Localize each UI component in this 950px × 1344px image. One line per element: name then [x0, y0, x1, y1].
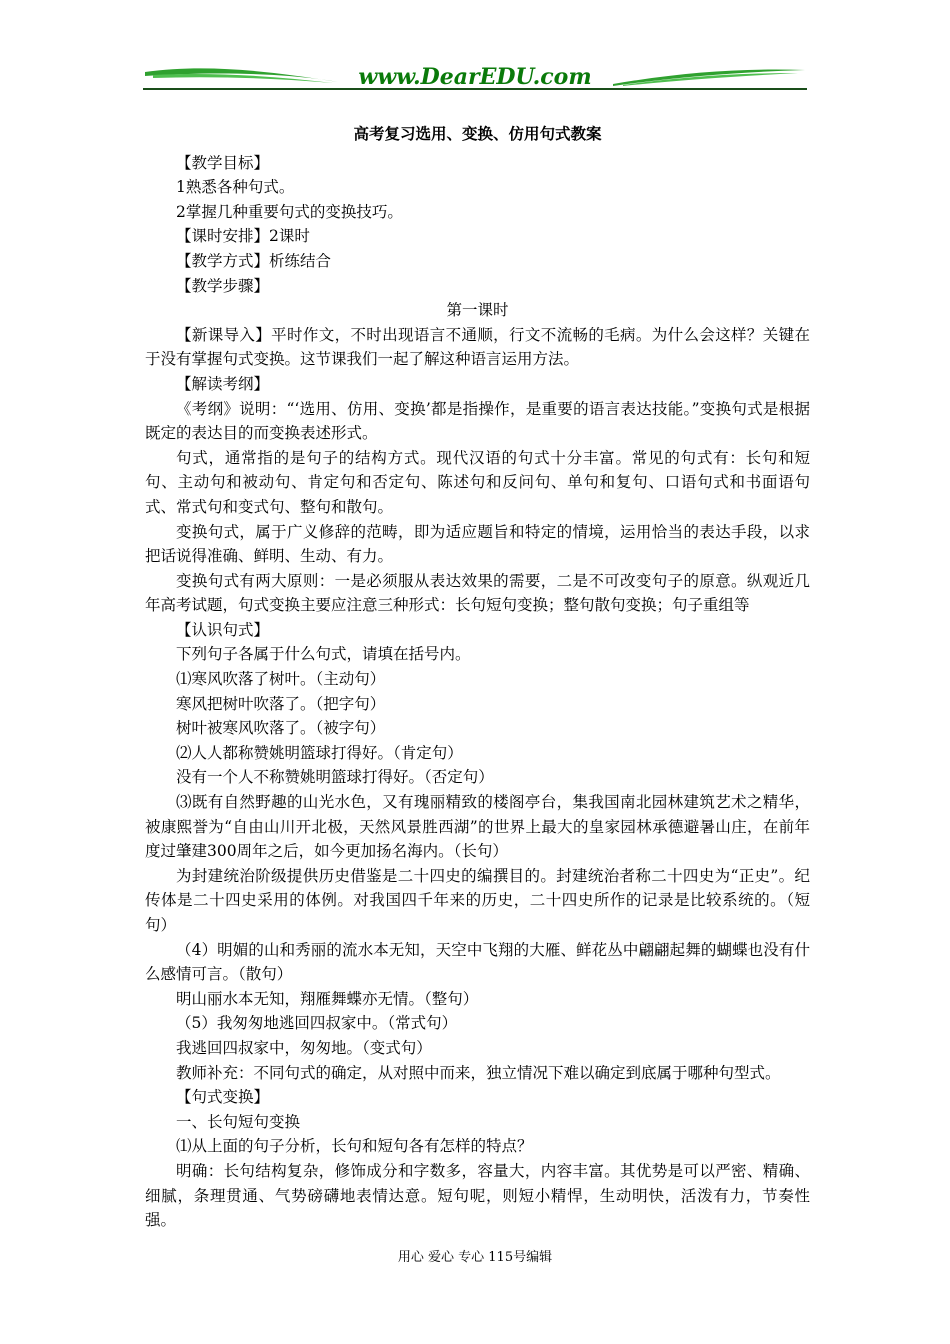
- example-sentence: ⑵人人都称赞姚明篮球打得好。（肯定句）: [176, 743, 463, 762]
- section-heading-objectives: 【教学目标】: [176, 153, 270, 172]
- example-sentence: 没有一个人不称赞姚明篮球打得好。（否定句）: [176, 768, 494, 787]
- body-paragraph: 变换句式有两大原则：一是必须服从表达效果的需要，二是不可改变句子的原意。纵观近几年高考试题，句式变换主要应注意三种形式：长句短句变换；整句散句变换；句子重组等: [145, 571, 810, 615]
- document-title: 高考复习选用、变换、仿用句式教案: [353, 124, 602, 143]
- example-sentence: 我逃回四叔家中，匆匆地。（变式句）: [176, 1038, 432, 1057]
- section-heading-recognize: 【认识句式】: [176, 620, 270, 639]
- body-paragraph: 变换句式，属于广义修辞的范畴，即为适应题旨和特定的情境，运用恰当的表达手段，以求把话说得准确、鲜明、生动、有力。: [145, 522, 810, 566]
- answer-paragraph: 明确：长句结构复杂，修饰成分和字数多，容量大，内容丰富。其优势是可以严密、精确、细腻，条理贯通、气势磅礴地表情达意。短句呢，则短小精悍，生动明快，活泼有力，节奏性强。: [145, 1161, 810, 1230]
- site-banner-logo: [143, 62, 807, 94]
- example-sentence: （5）我匆匆地逃回四叔家中。（常式句）: [176, 1014, 458, 1033]
- body-paragraph: 《考纲》说明：“‘选用、仿用、变换’都是指操作，是重要的语言表达技能。”变换句式是根据既定的表达目的而变换表述形式。: [145, 399, 810, 443]
- intro-paragraph: 【新课导入】平时作文，不时出现语言不通顺，行文不流畅的毛病。为什么会这样？关键在于没有掌握句式变换。这节课我们一起了解这种语言运用方法。: [145, 325, 810, 369]
- objective-item: 2掌握几种重要句式的变换技巧。: [176, 202, 403, 221]
- section-heading-schedule: 【课时安排】2课时: [176, 227, 310, 246]
- example-sentence: ⑴寒风吹落了树叶。（主动句）: [176, 670, 386, 689]
- example-sentence: 明山丽水本无知，翔雁舞蝶亦无情。（整句）: [176, 989, 479, 1008]
- page-footer: 用心 爱心 专心 115号编辑: [397, 1250, 553, 1265]
- example-sentence: 为封建统治阶级提供历史借鉴是二十四史的编撰目的。封建统治者称二十四史为“正史”。纪传体是二十四史采用的体例。对我国四千年来的历史，二十四史所作的记录是比较系统的。（短句）: [145, 866, 810, 934]
- example-sentence: （4）明媚的山和秀丽的流水本无知，天空中飞翔的大雁、鲜花丛中翩翩起舞的蝴蝶也没有什么感情可言。（散句）: [145, 940, 810, 984]
- site-header: [143, 62, 807, 94]
- section-heading-method: 【教学方式】析练结合: [176, 251, 332, 270]
- lesson-heading: 第一课时: [446, 301, 509, 320]
- teacher-note: 教师补充：不同句式的确定，从对照中而来，独立情况下难以确定到底属于哪种句型式。: [176, 1063, 781, 1082]
- question-item: ⑴从上面的句子分析，长句和短句各有怎样的特点？: [176, 1137, 533, 1156]
- document-body: [145, 122, 810, 1233]
- exercise-instruction: 下列句子各属于什么句式，请填在括号内。: [176, 645, 471, 664]
- objective-item: 1熟悉各种句式。: [176, 178, 295, 197]
- example-sentence: 寒风把树叶吹落了。（把字句）: [176, 694, 386, 713]
- subsection-heading: 一、长句短句变换: [176, 1112, 301, 1131]
- example-sentence: ⑶既有自然野趣的山光水色，又有瑰丽精致的楼阁亭台，集我国南北园林建筑艺术之精华，被康熙誉为“自由山川开北极，天然风景胜西湖”的世界上最大的皇家园林承德避暑山庄，在前年度过肇建300周年之后，如今更加扬名海内。（长句）: [145, 793, 810, 861]
- body-paragraph: 句式，通常指的是句子的结构方式。现代汉语的句式十分丰富。常见的句式有：长句和短句、主动句和被动句、肯定句和否定句、陈述句和反问句、单句和复句、口语句式和书面语句式、常式句和变式句、整句和散句。: [145, 448, 810, 516]
- section-heading-transform: 【句式变换】: [176, 1088, 270, 1107]
- section-heading-syllabus: 【解读考纲】: [176, 374, 270, 393]
- site-logo-text: www.DearEDU.com: [358, 64, 592, 90]
- example-sentence: 树叶被寒风吹落了。（被字句）: [176, 719, 386, 738]
- section-heading-steps: 【教学步骤】: [176, 276, 270, 295]
